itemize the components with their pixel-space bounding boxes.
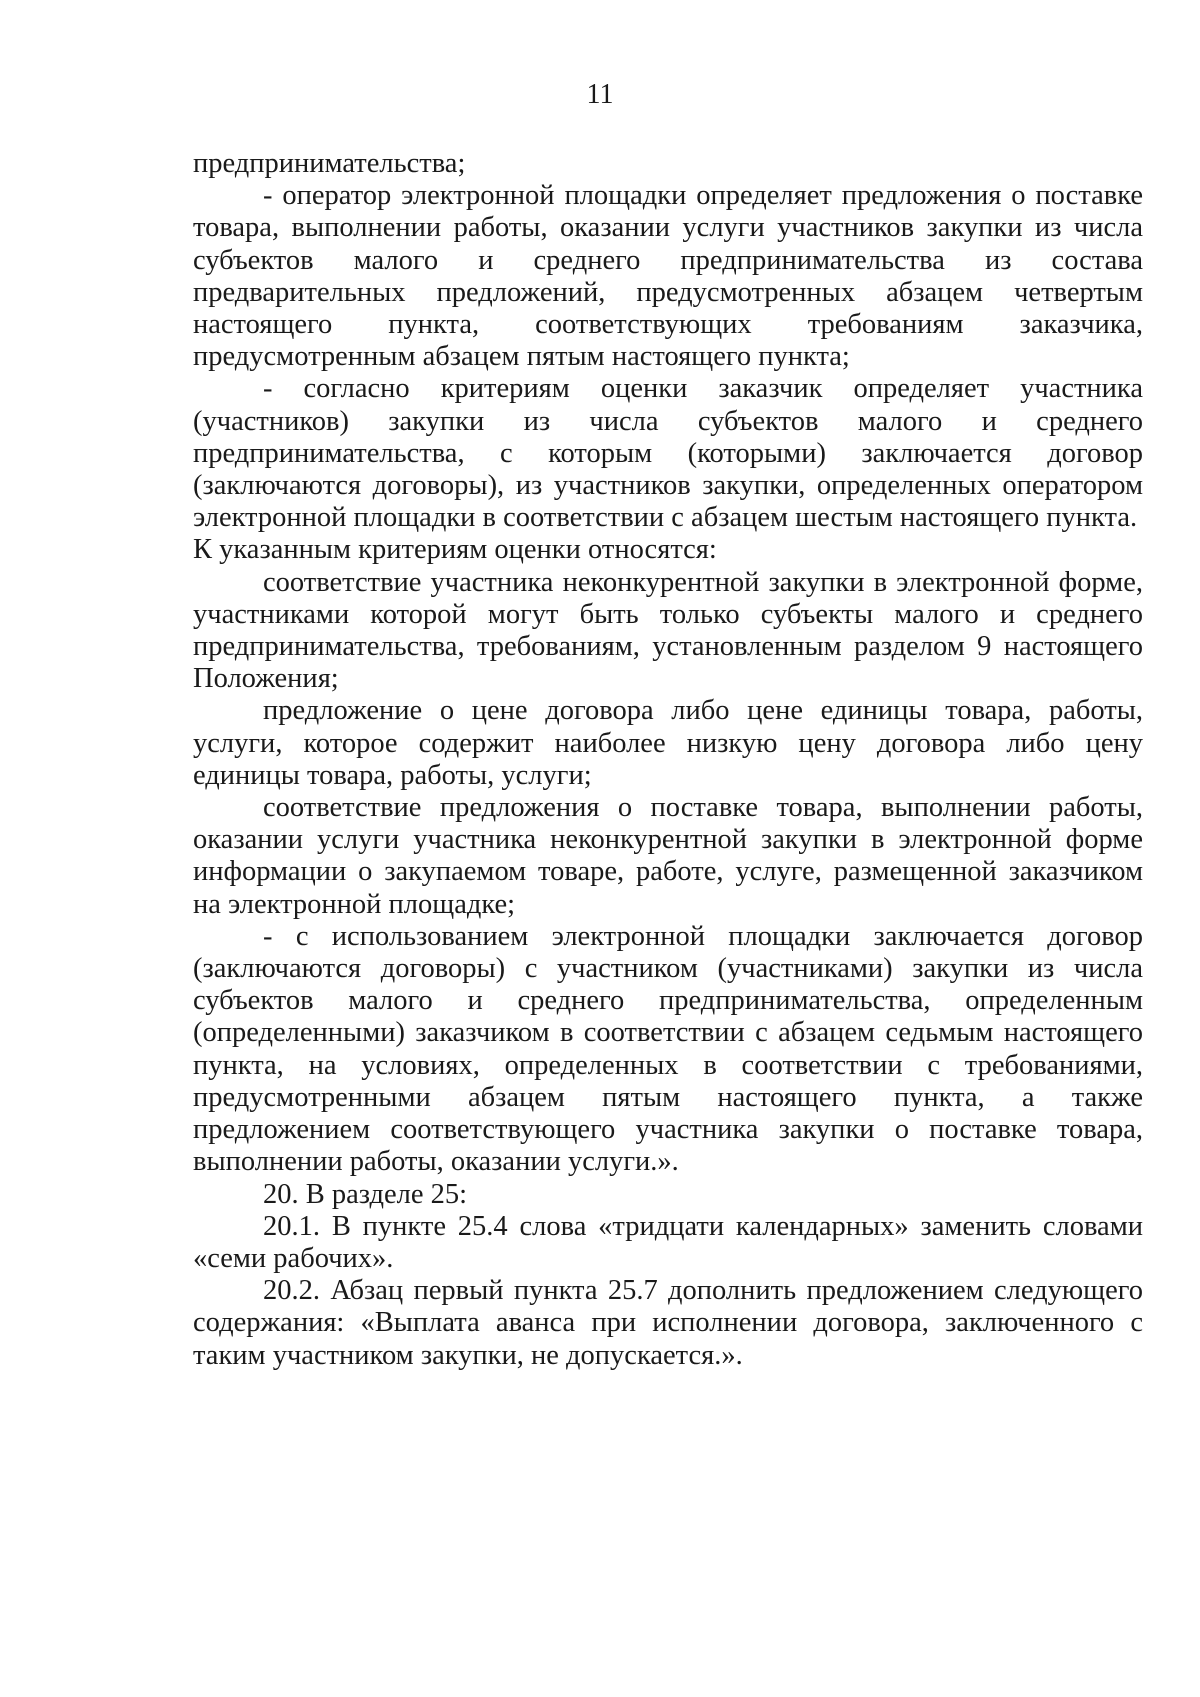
paragraph: - согласно критериям оценки заказчик определяет участника (участников) закупки из числа субъектов малого и среднего предпринимательства, с которым (которыми) заключается договор (заключаются договоры), из участников закупки, определенных оператором электронной площадки в соответствии с абзацем шестым настоящего пункта. [193,373,1143,534]
paragraph: соответствие участника неконкурентной закупки в электронной форме, участниками которой могут быть только субъекты малого и среднего предпринимательства, требованиям, установленным разделом 9 настоящего Положения; [193,566,1143,695]
paragraph: 20.2. Абзац первый пункта 25.7 дополнить предложением следующего содержания: «Выплата аванса при исполнении договора, заключенного с таким участником закупки, не допускается.». [193,1275,1143,1371]
document-body [193,148,1143,1372]
paragraph: предпринимательства; [193,148,466,179]
paragraph: соответствие предложения о поставке товара, выполнении работы, оказании услуги участника неконкурентной закупки в электронной форме информации о закупаемом товаре, работе, услуге, размещенной заказчиком на электронной площадке; [193,792,1143,920]
paragraph: - оператор электронной площадки определяет предложения о поставке товара, выполнении работы, оказании услуги участников закупки из числа субъектов малого и среднего предпринимательства из состава предварительных предложений, предусмотренных абзацем четвертым настоящего пункта, соответствующих требованиям заказчика, предусмотренным абзацем пятым настоящего пункта; [193,180,1143,373]
paragraph: предложение о цене договора либо цене единицы товара, работы, услуги, которое содержит наиболее низкую цену договора либо цену единицы товара, работы, услуги; [193,695,1143,791]
paragraph: К указанным критериям оценки относятся: [193,534,717,566]
paragraph: 20.1. В пункте 25.4 слова «тридцати календарных» заменить словами «семи рабочих». [193,1210,1143,1274]
paragraph: 20. В разделе 25: [263,1178,468,1210]
paragraph: - с использованием электронной площадки заключается договор (заключаются договоры) с участником (участниками) закупки из числа субъектов малого и среднего предпринимательства, определенным (определенными) заказчиком в соответствии с абзацем седьмым настоящего пункта, на условиях, определенных в соответствии с требованиями, предусмотренными абзацем пятым настоящего пункта, а также предложением соответствующего участника закупки о поставке товара, выполнении работы, оказании услуги.». [193,920,1143,1178]
page-number: 11 [586,79,614,110]
